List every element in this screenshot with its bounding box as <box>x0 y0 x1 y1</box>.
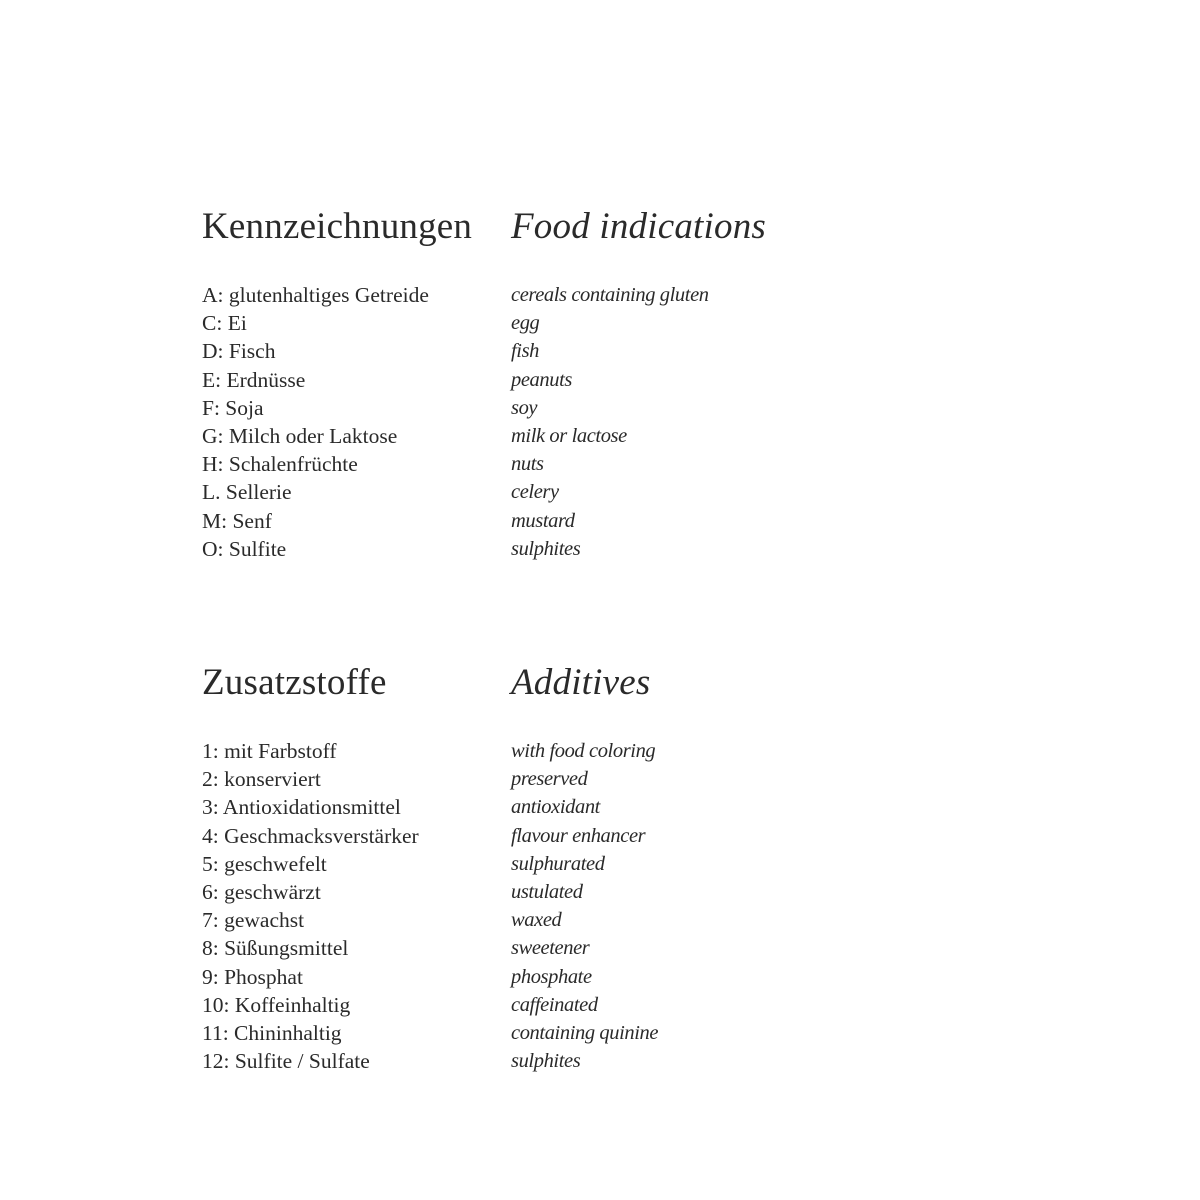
indication-row <box>202 366 902 394</box>
indication-row <box>202 337 902 365</box>
additives-title-de: Zusatzstoffe <box>202 662 387 703</box>
additive-label-de: 11: Chininhaltig <box>202 1020 342 1045</box>
food-indications-title-en: Food indications <box>511 206 766 247</box>
additive-label-en: containing quinine <box>511 1021 659 1044</box>
additives-heading-row <box>202 660 902 716</box>
additive-label-en: sulphites <box>511 1050 581 1073</box>
indication-label-en: nuts <box>511 453 544 476</box>
indication-row <box>202 507 902 535</box>
indication-label-de: E: Erdnüsse <box>202 367 306 392</box>
additive-label-en: sweetener <box>511 937 590 960</box>
indication-label-de: G: Milch oder Laktose <box>202 424 398 449</box>
indication-label-de: C: Ei <box>202 311 247 336</box>
food-indications-section <box>202 204 902 563</box>
indication-row <box>202 394 902 422</box>
additive-label-en: waxed <box>511 909 562 932</box>
indication-row <box>202 535 902 563</box>
additive-row <box>202 991 902 1019</box>
additive-row <box>202 878 902 906</box>
indication-label-en: peanuts <box>511 368 572 391</box>
indication-label-en: milk or lactose <box>511 425 627 448</box>
indication-label-en: soy <box>511 396 538 419</box>
food-indications-heading-row <box>202 204 902 260</box>
additive-label-de: 3: Antioxidationsmittel <box>202 795 401 820</box>
additive-label-en: sulphurated <box>511 852 605 875</box>
indication-label-en: cereals containing gluten <box>511 284 709 307</box>
additive-label-de: 1: mit Farbstoff <box>202 739 337 764</box>
additive-label-en: with food coloring <box>511 740 656 763</box>
indication-label-de: L. Sellerie <box>202 480 292 505</box>
indication-label-de: O: Sulfite <box>202 536 287 561</box>
additive-label-de: 8: Süßungsmittel <box>202 936 349 961</box>
indication-label-en: egg <box>511 312 540 335</box>
additive-label-de: 2: konserviert <box>202 767 321 792</box>
additive-row <box>202 963 902 991</box>
food-indications-title-de: Kennzeichnungen <box>202 206 473 247</box>
additive-label-de: 7: gewachst <box>202 908 305 933</box>
indication-label-de: A: glutenhaltiges Getreide <box>202 283 429 308</box>
indication-row <box>202 478 902 506</box>
food-indications-list <box>202 281 902 563</box>
indication-label-en: celery <box>511 481 559 504</box>
additive-label-de: 5: geschwefelt <box>202 851 327 876</box>
additive-row <box>202 793 902 821</box>
additives-title-en: Additives <box>511 662 651 703</box>
additive-label-de: 6: geschwärzt <box>202 880 321 905</box>
indication-row <box>202 309 902 337</box>
additive-label-en: phosphate <box>511 965 592 988</box>
additive-label-de: 9: Phosphat <box>202 964 303 989</box>
additive-row <box>202 822 902 850</box>
additive-row <box>202 934 902 962</box>
additive-row <box>202 850 902 878</box>
indication-row <box>202 450 902 478</box>
additive-label-en: ustulated <box>511 881 583 904</box>
additive-row <box>202 1019 902 1047</box>
indication-row <box>202 281 902 309</box>
indication-label-de: M: Senf <box>202 508 272 533</box>
additives-list <box>202 737 902 1075</box>
indication-label-de: H: Schalenfrüchte <box>202 452 358 477</box>
indication-label-en: fish <box>511 340 540 363</box>
additive-label-en: antioxidant <box>511 796 600 819</box>
indication-label-en: sulphites <box>511 537 581 560</box>
indication-label-de: F: Soja <box>202 395 264 420</box>
additives-section <box>202 660 902 1075</box>
additive-label-en: preserved <box>511 768 588 791</box>
additive-label-en: caffeinated <box>511 993 598 1016</box>
additive-row <box>202 906 902 934</box>
additive-row <box>202 1047 902 1075</box>
additive-label-de: 10: Koffeinhaltig <box>202 992 351 1017</box>
additive-label-en: flavour enhancer <box>511 824 646 847</box>
additive-row <box>202 765 902 793</box>
additive-label-de: 12: Sulfite / Sulfate <box>202 1049 370 1074</box>
indication-label-de: D: Fisch <box>202 339 276 364</box>
additive-row <box>202 737 902 765</box>
indication-row <box>202 422 902 450</box>
indication-label-en: mustard <box>511 509 575 532</box>
additive-label-de: 4: Geschmacksverstärker <box>202 823 419 848</box>
